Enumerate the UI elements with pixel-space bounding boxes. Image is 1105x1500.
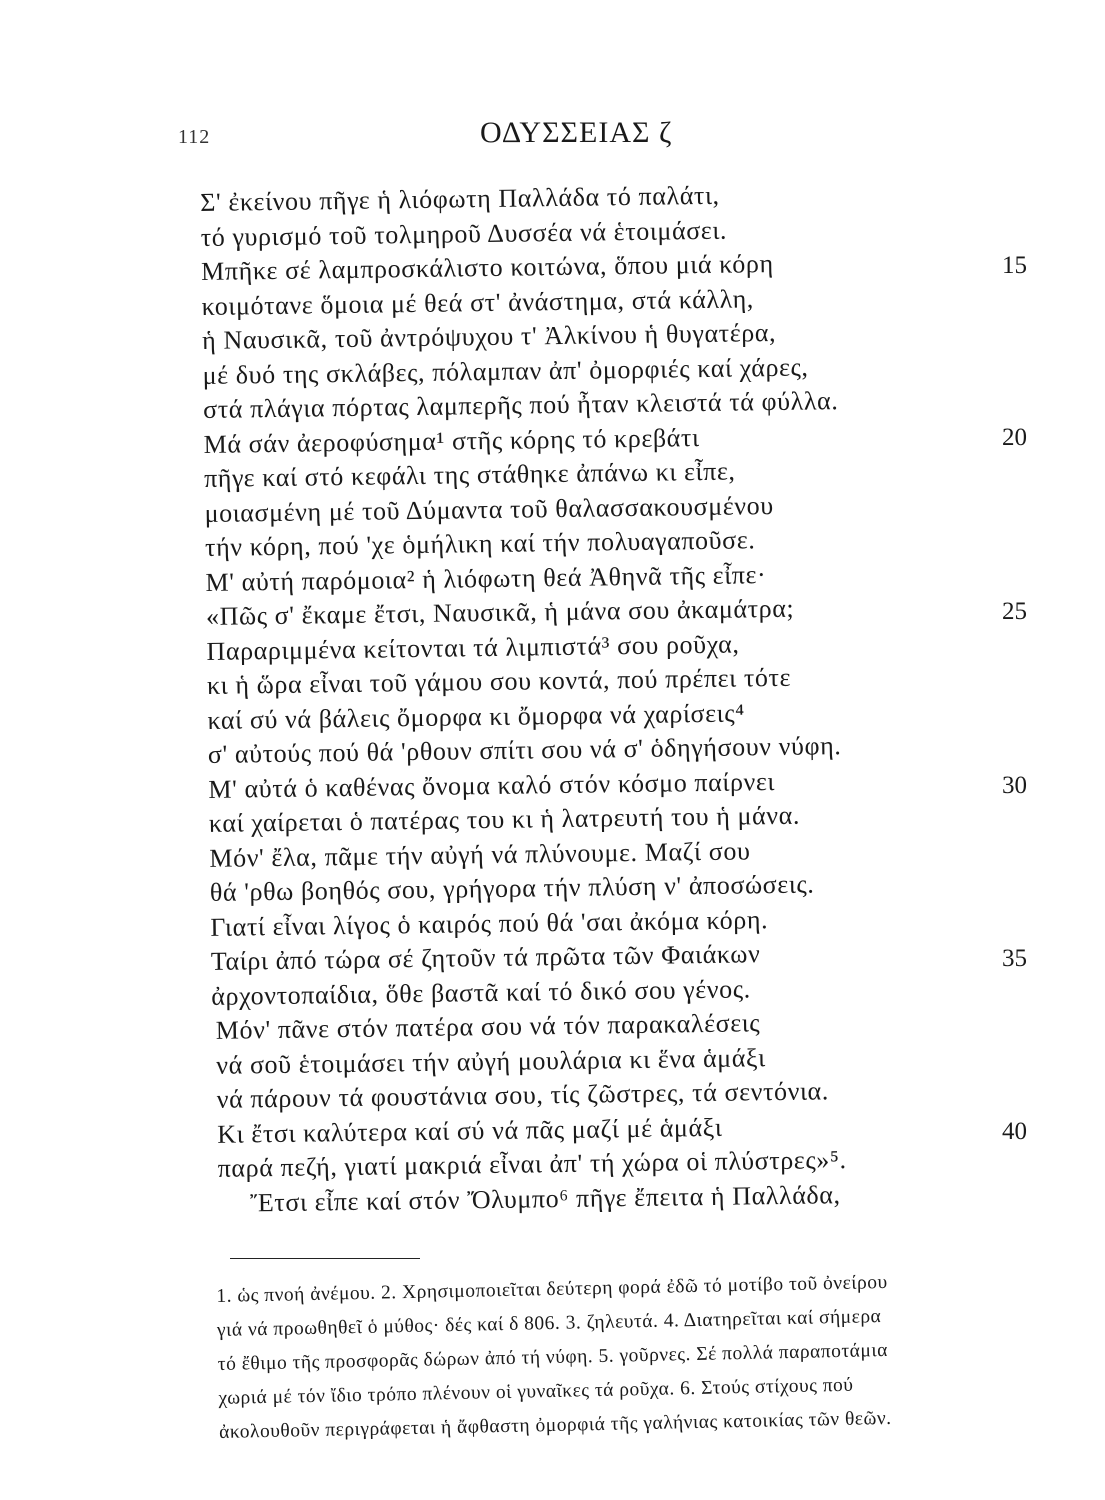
verse-line: Μόν' πᾶνε στόν πατέρα σου νά τόν παρακαλέσεις — [215, 1008, 761, 1045]
verse-line: μοιασμένη μέ τοῦ Δύμαντα τοῦ θαλασσακουσμένου — [204, 490, 774, 528]
footnotes — [216, 1262, 1079, 1450]
verse-line: ἀρχοντοπαίδια, ὅθε βαστᾶ καί τό δικό σου γένος. — [211, 973, 751, 1011]
page-number: 112 — [178, 126, 211, 148]
verse-line: Ἔτσι εἶπε καί στόν Ὄλυμπο⁶ πῆγε ἔπειτα ἡ Παλλάδα, — [249, 1179, 841, 1217]
verse-line: μέ δυό της σκλάβες, πόλαμπαν ἀπ' ὀμορφιές καί χάρες, — [202, 352, 809, 390]
verse-line: νά σοῦ ἑτοιμάσει τήν αὐγή μουλάρια κι ἕνα ἁμάξι — [216, 1042, 766, 1080]
verse-line: Μπῆκε σέ λαμπροσκάλιστο κοιτώνα, ὅπου μιά κόρη — [200, 248, 774, 286]
verse-line: στά πλάγια πόρτας λαμπερῆς πού ἦταν κλειστά τά φύλλα. — [202, 386, 839, 424]
verse-line: καί χαίρεται ὁ πατέρας του κι ἡ λατρευτή του ἡ μάνα. — [208, 800, 801, 838]
verse-line: θά 'ρθω βοηθός σου, γρήγορα τήν πλύση ν' ἀποσώσεις. — [209, 869, 815, 907]
line-number: 30 — [1002, 772, 1027, 799]
line-number: 20 — [1002, 424, 1027, 451]
verse-line: Γιατί εἶναι λίγος ὁ καιρός πού θά 'σαι ἀκόμα κόρη. — [210, 904, 769, 942]
footnote-line: τό ἔθιμο τῆς προσφορᾶς δώρων ἀπό τή νύφη. 5. γοῦρνες. Σέ πολλά παραποτάμια — [217, 1339, 889, 1375]
footnote-line: 1. ὡς πνοή ἀνέμου. 2. Χρησιμοποιεῖται δεύτερη φορά ἐδῶ τό μοτίβο τοῦ ὀνείρου — [216, 1271, 888, 1307]
footnote-line: ἀκολουθοῦν περιγράφεται ἡ ἄφθαστη ὀμορφιά τῆς γαλήνιας κατοικίας τῶν θεῶν. — [218, 1407, 892, 1443]
verse-line: κι ἡ ὥρα εἶναι τοῦ γάμου σου κοντά, πού πρέπει τότε — [206, 662, 792, 700]
verse-line: Μ' αὐτά ὁ καθένας ὄνομα καλό στόν κόσμο παίρνει — [208, 766, 776, 804]
line-number: 35 — [1002, 945, 1027, 972]
verse-line: καί σύ νά βάλεις ὄμορφα κι ὄμορφα νά χαρίσεις⁴ — [207, 697, 746, 735]
verse-line: Σ' ἐκείνου πῆγε ἡ λιόφωτη Παλλάδα τό παλάτι, — [200, 180, 720, 217]
verse-line: Μόν' ἔλα, πᾶμε τήν αὐγή νά πλύνουμε. Μαζί σου — [209, 835, 751, 873]
verse-line: Μ' αὐτή παρόμοια² ἡ λιόφωτη θεά Ἀθηνᾶ τῆς εἶπε· — [205, 559, 767, 597]
line-number: 15 — [1002, 252, 1027, 279]
verse-line: Κι ἔτσι καλύτερα καί σύ νά πᾶς μαζί μέ ἁμάξι — [217, 1112, 723, 1149]
footnote-line: χωριά μέ τόν ἴδιο τρόπο πλένουν οἱ γυναῖκες τά ροῦχα. 6. Στούς στίχους πού — [218, 1374, 854, 1409]
verse-line: παρά πεζή, γιατί μακριά εἶναι ἀπ' τή χώρα οἱ πλύστρες»⁵. — [217, 1145, 847, 1183]
verse-line: σ' αὐτούς πού θά 'ρθουν σπίτι σου νά σ' ὁδηγήσουν νύφη. — [207, 731, 842, 769]
verse-line: ἡ Ναυσικᾶ, τοῦ ἀντρόψυχου τ' Ἀλκίνου ἡ θυγατέρα, — [201, 317, 777, 355]
poem-text — [200, 175, 974, 1221]
running-title: ΟΔΥΣΣΕΙΑΣ ζ — [480, 116, 673, 149]
verse-line: πῆγε καί στό κεφάλι της στάθηκε ἀπάνω κι εἶπε, — [203, 456, 736, 493]
verse-line: Παραριμμένα κείτονται τά λιμπιστά³ σου ροῦχα, — [206, 629, 740, 666]
verse-line: «Πῶς σ' ἔκαμε ἔτσι, Ναυσικᾶ, ἡ μάνα σου ἀκαμάτρα; — [205, 593, 795, 631]
line-number: 40 — [1002, 1118, 1027, 1145]
footnote-line: γιά νά προωθηθεῖ ὁ μύθος· δές καί δ 806. 3. ζηλευτά. 4. Διατηρεῖται καί σήμερα — [216, 1306, 882, 1341]
verse-line: κοιμότανε ὅμοια μέ θεά στ' ἀνάστημα, στά κάλλη, — [201, 283, 755, 321]
verse-line: Μά σάν ἀεροφύσημα¹ στῆς κόρης τό κρεβάτι — [203, 422, 700, 459]
line-number: 25 — [1002, 598, 1027, 625]
verse-line: τό γυρισμό τοῦ τολμηροῦ Δυσσέα νά ἑτοιμάσει. — [200, 215, 728, 252]
verse-line: τήν κόρη, πού 'χε ὁμήλικη καί τήν πολυαγαποῦσε. — [204, 525, 756, 562]
verse-line: νά πάρουν τά φουστάνια σου, τίς ζῶστρες, τά σεντόνια. — [216, 1076, 830, 1114]
footnote-divider — [230, 1258, 420, 1259]
verse-line: Ταίρι ἀπό τώρα σέ ζητοῦν τά πρῶτα τῶν Φαιάκων — [210, 939, 761, 976]
